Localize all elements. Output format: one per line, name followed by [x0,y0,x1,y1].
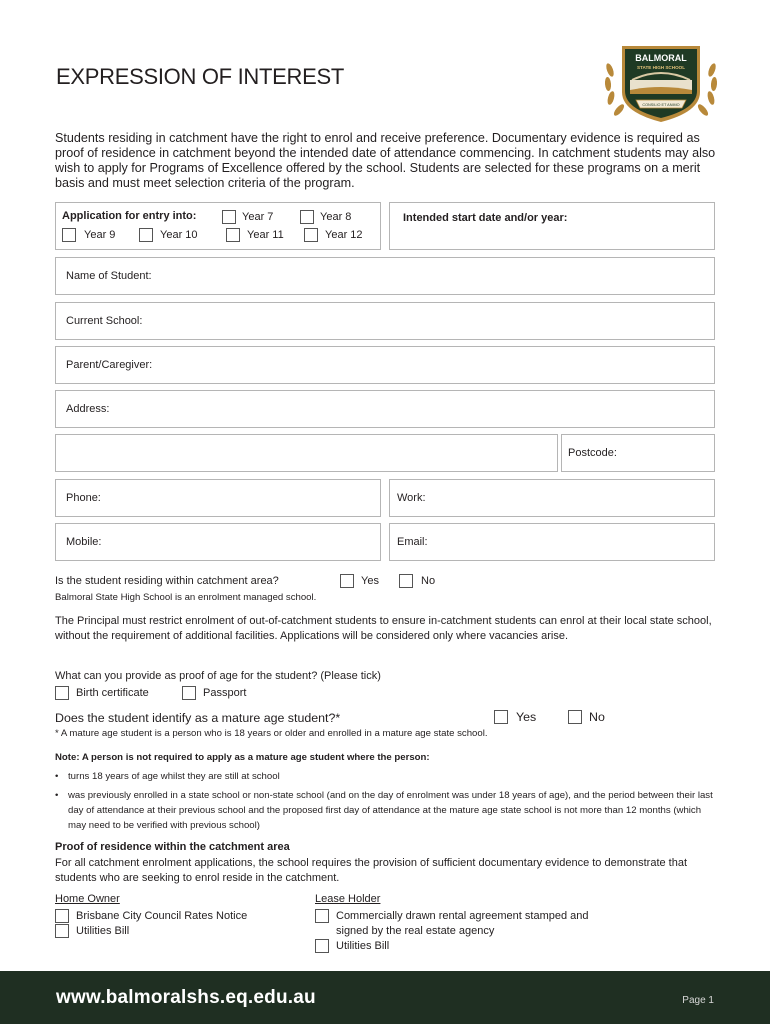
rates-notice-label: Brisbane City Council Rates Notice [76,910,248,922]
entry-label: Application for entry into: [62,210,197,222]
lease-utilities-checkbox[interactable] [315,939,329,953]
work-phone-field[interactable] [389,479,715,517]
year9-checkbox[interactable] [62,228,76,242]
mobile-field[interactable] [55,523,381,561]
mature-yes-checkbox[interactable] [494,710,508,724]
proof-age-question: What can you provide as proof of age for the student? (Please tick) [55,670,381,682]
start-date-label: Intended start date and/or year: [403,212,568,224]
year8-checkbox[interactable] [300,210,314,224]
phone-label: Phone: [66,492,101,504]
birth-certificate-checkbox[interactable] [55,686,69,700]
email-field[interactable] [389,523,715,561]
crest-icon [602,40,720,124]
year7-checkbox[interactable] [222,210,236,224]
year12-label: Year 12 [325,229,363,241]
principal-paragraph: The Principal must restrict enrolment of out-of-catchment students to ensure in-catchment students can enrol at their local state school, without the requirement of additional facilities. Applications will be considered only where vacancies arise. [55,615,712,642]
postcode-field[interactable] [561,434,715,472]
phone-field[interactable] [55,479,381,517]
address-label: Address: [66,403,110,415]
current-school-field[interactable] [55,302,715,340]
birth-certificate-label: Birth certificate [76,687,149,699]
current-school-label: Current School: [66,315,143,327]
year11-checkbox[interactable] [226,228,240,242]
passport-label: Passport [203,687,247,699]
address-field[interactable] [55,390,715,428]
rental-agreement-checkbox[interactable] [315,909,329,923]
postcode-label: Postcode: [568,447,617,459]
mature-bullet-1-text: turns 18 years of age whilst they are still at school [68,771,280,782]
residence-paragraph: For all catchment enrolment applications, the school requires the provision of sufficient documentary evidence to demonstrate that students who are seeking to enrol reside in the catchment. [55,857,688,884]
page-number: Page 1 [682,995,714,1006]
intro-paragraph: Students residing in catchment have the right to enrol and receive preference. Documentary evidence is required as proof of residence in catchment beyond the intended date of attendance commencing. In catchment students may also wish to apply for Programs of Excellence offered by the school. Students are selected for these programs on a merit basis and must meet selection criteria of the program. [55,131,716,190]
mature-yes-label: Yes [516,710,537,724]
mature-note-heading: Note: A person is not required to apply as a mature age student where the person: [55,752,430,763]
passport-checkbox[interactable] [182,686,196,700]
page-title: EXPRESSION OF INTEREST [56,64,345,89]
rental-agreement-label: Commercially drawn rental agreement stamped and signed by the real estate agency [336,910,589,937]
year8-label: Year 8 [320,211,352,223]
catchment-question: Is the student residing within catchment area? [55,575,279,587]
mature-no-checkbox[interactable] [568,710,582,724]
parent-caregiver-field[interactable] [55,346,715,384]
catchment-yes-label: Yes [361,575,379,587]
student-name-field[interactable] [55,257,715,295]
logo-motto-text: CONSILIO ET ANIMO [642,103,680,107]
catchment-no-checkbox[interactable] [399,574,413,588]
mobile-label: Mobile: [66,536,102,548]
mature-bullet-2-text: was previously enrolled in a state school or non-state school (and on the day of enrolment was under 18 years of age), and the period between their last day of attendance at their previous school and the proposed first day of attendance at the mature age state school is not more than 12 months (which may need to be verified with previous school) [68,790,713,831]
year11-label: Year 11 [247,229,284,241]
email-label: Email: [397,536,428,548]
footer-bar [0,971,770,1024]
work-label: Work: [397,492,426,504]
mature-footnote: * A mature age student is a person who is 18 years or older and enrolled in a mature age state school. [55,728,488,739]
parent-caregiver-label: Parent/Caregiver: [66,359,153,371]
website-url[interactable]: www.balmoralshs.eq.edu.au [56,987,316,1008]
enrolment-managed-note: Balmoral State High School is an enrolment managed school. [55,592,317,603]
entry-year-box [55,202,381,250]
year10-label: Year 10 [160,229,198,241]
year10-checkbox[interactable] [139,228,153,242]
lease-holder-heading: Lease Holder [315,893,381,905]
year7-label: Year 7 [242,211,274,223]
student-name-label: Name of Student: [66,270,152,282]
catchment-no-label: No [421,575,436,587]
home-utilities-label: Utilities Bill [76,925,130,937]
catchment-yes-checkbox[interactable] [340,574,354,588]
rates-notice-checkbox[interactable] [55,909,69,923]
home-owner-heading: Home Owner [55,893,120,905]
lease-utilities-label: Utilities Bill [336,940,390,952]
address-line2-field[interactable] [55,434,558,472]
home-utilities-checkbox[interactable] [55,924,69,938]
logo-subtitle-text: STATE HIGH SCHOOL [636,65,686,70]
mature-no-label: No [589,710,605,724]
year9-label: Year 9 [84,229,116,241]
mature-age-question: Does the student identify as a mature age student?* [55,711,341,725]
start-date-field[interactable] [389,202,715,250]
residence-heading: Proof of residence within the catchment area [55,841,290,853]
logo-name-text: BALMORAL [635,53,687,63]
school-logo [602,40,720,124]
year12-checkbox[interactable] [304,228,318,242]
